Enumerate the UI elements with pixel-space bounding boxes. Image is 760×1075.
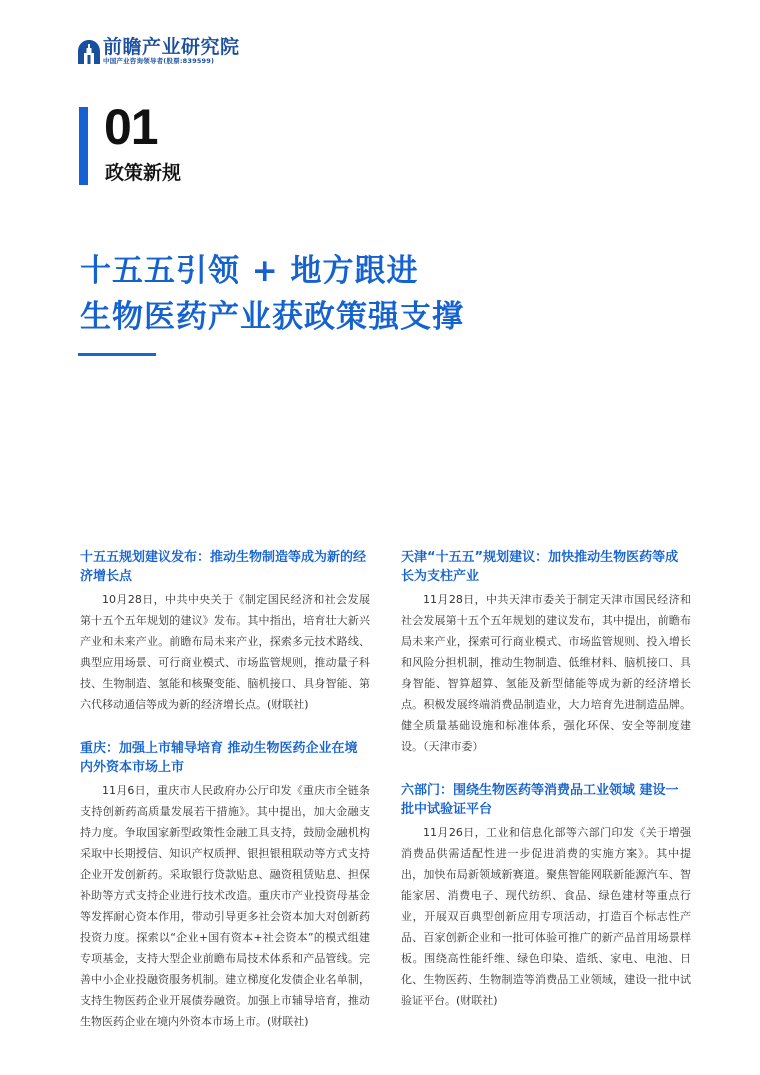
article-body: 10月28日，中共中央关于《制定国民经济和社会发展第十五个五年规划的建议》发布。其中指出，培育壮大新兴产业和未来产业。前瞻布局未来产业，探索多元技术路线、典型应用场景、可行商业模式、市场监管规则，推动量子科技、生物制造、氢能和核聚变能、脑机接口、具身智能、第六代移动通信等成为新的经济增长点。(财联社) [80,593,370,711]
article-body: 11月28日，中共天津市委关于制定天津市国民经济和社会发展第十五个五年规划的建议发布，其中提出，前瞻布局未来产业，探索可行商业模式、市场监管规则、投入增长和风险分担机制，推动生物制造、低维材料、脑机接口、具身智能、智算超算、氢能及新型储能等成为新的经济增长点。积极发展终端消费品制造业，大力培育先进制造品牌。健全质量基础设施和标准体系，强化环保、安全等制度建设。（天津市委） [401,593,691,753]
article-title: 六部门：围绕生物医药等消费品工业领域 建设一批中试验证平台 [401,783,679,817]
tower-logo-icon [78,39,100,65]
section-number: 01 [104,99,158,155]
right-column [401,548,691,1035]
article-body: 11月26日，工业和信息化部等六部门印发《关于增强消费品供需适配性进一步促进消费的实施方案》。其中提出，加快布局新领域新赛道。聚焦智能网联新能源汽车、智能家居、消费电子、现代纺织、食品、绿色建材等重点行业，开展双百典型创新应用专项活动，打造百个标志性产品、百家创新企业和一批可体验可推广的新产品首用场景样板。围绕高性能纤维、绿色印染、造纸、家电、电池、日化、生物医药、生物制造等消费品工业领域，建设一批中试验证平台。(财联社) [401,826,691,1007]
headline-line-2: 生物医药产业获政策强支撑 [80,299,464,335]
left-column [80,548,370,1056]
page-headline [80,248,464,340]
brand-tagline: 中国产业咨询领导者(股票:839599) [103,57,215,65]
section-title: 政策新规 [105,162,182,184]
article-national-plan [80,548,370,715]
headline-divider [78,353,156,356]
article-body: 11月6日，重庆市人民政府办公厅印发《重庆市全链条支持创新药高质量发展若干措施》。其中提出，加大金融支持力度。争取国家新型政策性金融工具支持，鼓励金融机构采取中长期授信、知识产权质押、银担银租联动等方式支持企业开发创新药。采取银行贷款贴息、融资租赁贴息、担保补助等方式支持企业进行技术改造。重庆市产业投资母基金等发挥耐心资本作用，带动引导更多社会资本加大对创新药投资力度。探索以“企业+国有资本+社会资本”的模式组建专项基金，支持大型企业前瞻布局技术体系和产品管线。完善中小企业投融资服务机制。建立梯度化发债企业名单制，支持生物医药企业开展债券融资。加强上市辅导培育，推动生物医药企业在境内外资本市场上市。(财联社) [80,784,370,1028]
article-tianjin [401,548,691,757]
brand-name: 前瞻产业研究院 [103,36,240,58]
article-six-departments [401,781,691,1011]
brand-logo [78,37,240,66]
article-title: 十五五规划建议发布：推动生物制造等成为新的经济增长点 [80,550,367,584]
headline-line-1: 十五五引领 + 地方跟进 [80,253,419,289]
article-title: 天津“十五五”规划建议：加快推动生物医药等成长为支柱产业 [401,550,679,584]
article-title: 重庆：加强上市辅导培育 推动生物医药企业在境内外资本市场上市 [80,741,358,775]
section-accent-bar [79,107,88,185]
article-chongqing [80,739,370,1032]
